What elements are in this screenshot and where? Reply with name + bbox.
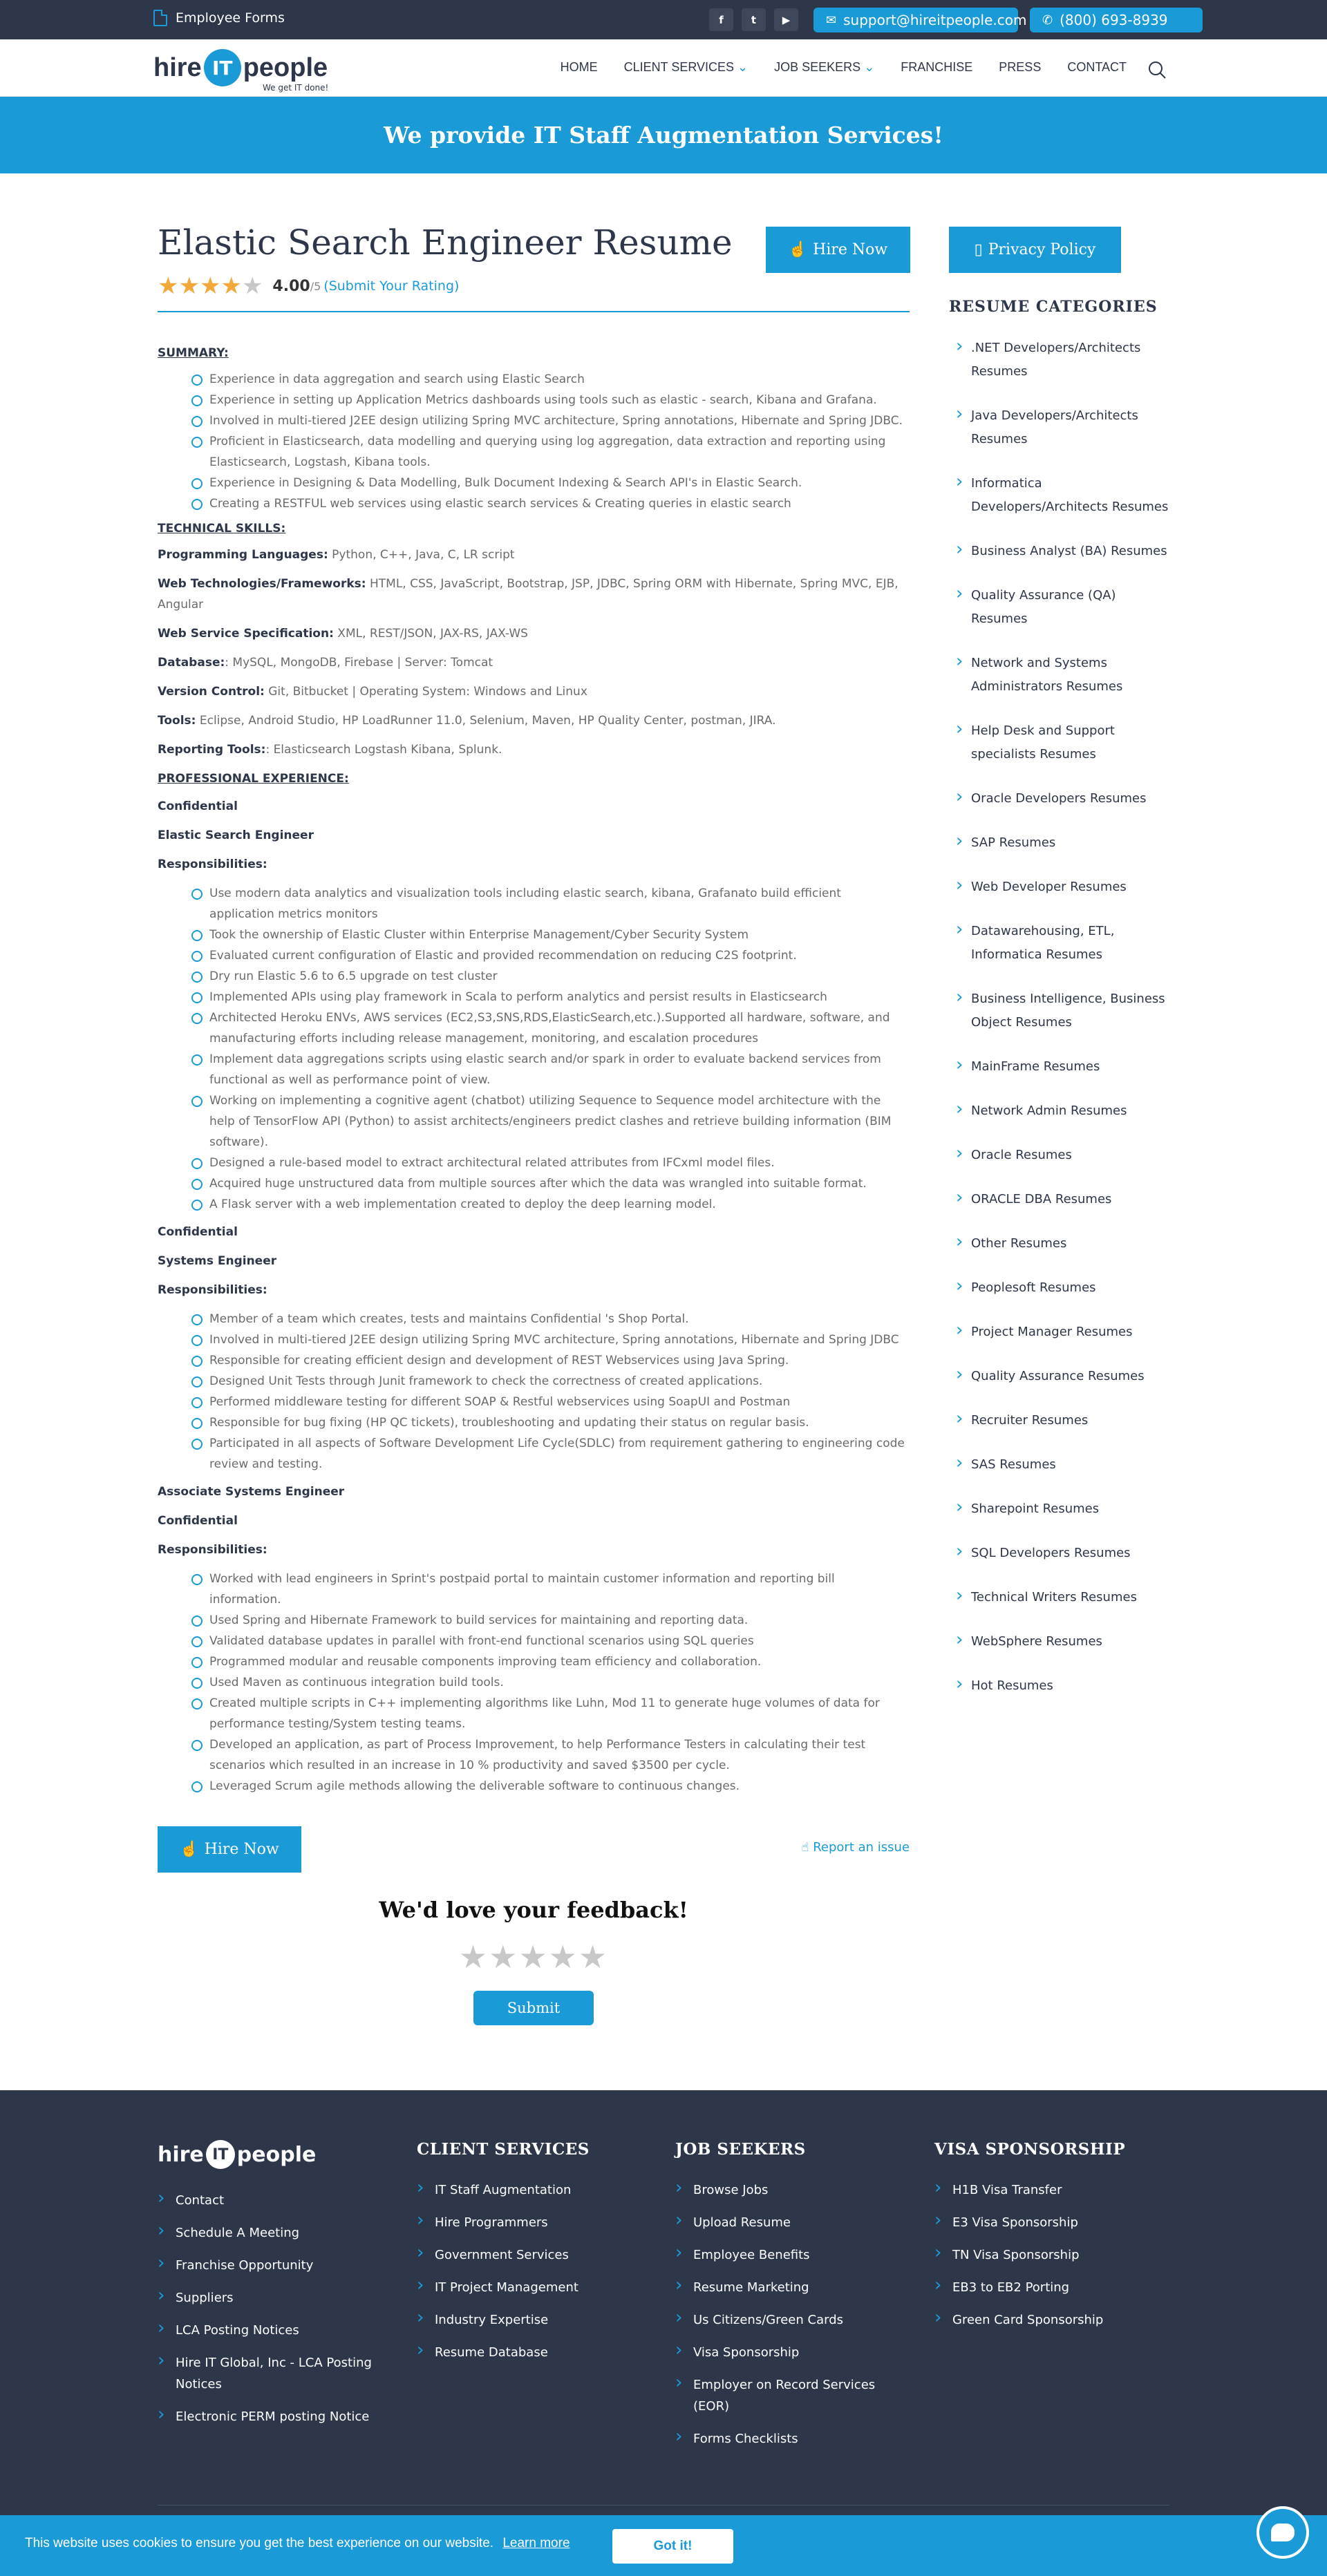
feedback-stars[interactable] xyxy=(158,1938,910,1976)
star-icon[interactable]: ★ xyxy=(578,1938,609,1976)
hire-now-label: Hire Now xyxy=(204,1841,279,1858)
footer-link[interactable]: › IT Staff Augmentation xyxy=(417,2179,652,2201)
resume-categories-heading: RESUME CATEGORIES xyxy=(949,298,1158,316)
employee-forms-link[interactable] xyxy=(153,10,285,26)
logo-badge: IT xyxy=(204,49,241,86)
footer-logo-right: people xyxy=(236,2142,317,2167)
footer-link[interactable]: › Resume Database xyxy=(417,2342,652,2363)
nav-menu xyxy=(561,60,1127,75)
category-link[interactable]: › Web Developer Resumes xyxy=(949,875,1174,899)
footer-logo-left: hire xyxy=(158,2142,204,2167)
feedback-title: We'd love your feedback! xyxy=(379,1897,688,1923)
category-link[interactable]: › Recruiter Resumes xyxy=(949,1409,1174,1432)
category-link[interactable]: › Project Manager Resumes xyxy=(949,1320,1174,1344)
rating-stars[interactable] xyxy=(158,272,263,300)
footer-link[interactable]: › Schedule A Meeting xyxy=(158,2222,393,2244)
category-link[interactable]: › Help Desk and Support specialists Resumes xyxy=(949,719,1174,766)
job3-responsibilities xyxy=(158,1569,910,1797)
facebook-icon[interactable]: f xyxy=(709,8,733,31)
list-item: Implemented APIs using play framework in Scala to perform analytics and persist results in Elasticsearch xyxy=(209,987,910,1007)
category-link[interactable]: › Datawarehousing, ETL, Informatica Resumes xyxy=(949,920,1174,967)
job1-responsibilities xyxy=(158,883,910,1215)
footer-col-company xyxy=(158,2140,393,2438)
logo-text-right: people xyxy=(243,53,328,82)
learn-more-link[interactable]: Learn more xyxy=(502,2536,570,2550)
footer-link[interactable]: › Electronic PERM posting Notice xyxy=(158,2406,393,2427)
job-role: Associate Systems Engineer xyxy=(158,1485,345,1499)
resume-categories-list xyxy=(949,337,1174,1698)
list-item: Proficient in Elasticsearch, data modelling and querying using log aggregation, data extraction and reporting using Elasticsearch, Logstash, Kibana tools. xyxy=(209,431,910,473)
nav-client-services[interactable]: CLIENT SERVICES ⌄ xyxy=(624,60,748,75)
star-icon: ★ xyxy=(158,272,179,300)
category-link[interactable]: › SQL Developers Resumes xyxy=(949,1542,1174,1565)
star-icon[interactable]: ★ xyxy=(458,1938,489,1976)
page-title: Elastic Search Engineer Resume xyxy=(158,222,733,263)
footer-link[interactable]: › Suppliers xyxy=(158,2287,393,2309)
responsibilities-label: Responsibilities: xyxy=(158,1543,267,1557)
list-item: Dry run Elastic 5.6 to 6.5 upgrade on test cluster xyxy=(209,966,910,987)
star-icon[interactable]: ★ xyxy=(489,1938,519,1976)
skill-row: Tools: Eclipse, Android Studio, HP LoadRunner 11.0, Selenium, Maven, HP Quality Center, postman, JIRA. xyxy=(158,714,776,728)
footer-link[interactable]: › Green Card Sponsorship xyxy=(934,2309,1169,2331)
footer-col-client-services xyxy=(417,2140,652,2374)
phone-button[interactable] xyxy=(1030,8,1203,32)
skill-row: Database:: MySQL, MongoDB, Firebase | Server: Tomcat xyxy=(158,656,493,670)
list-item: Creating a RESTFUL web services using elastic search services & Creating queries in elastic search xyxy=(209,493,910,514)
list-item: Architected Heroku ENVs, AWS services (EC2,S3,SNS,RDS,ElasticSearch,etc.).Supported all hardware, software, and manufacturing efforts including release management, monitoring, and escalation procedures xyxy=(209,1007,910,1049)
top-bar xyxy=(0,0,1327,39)
title-divider xyxy=(158,311,910,312)
category-link[interactable]: › Java Developers/Architects Resumes xyxy=(949,404,1174,451)
star-icon[interactable]: ★ xyxy=(548,1938,578,1976)
bottom-actions xyxy=(158,1826,910,1873)
star-icon[interactable]: ★ xyxy=(518,1938,549,1976)
list-item: Performed middleware testing for different SOAP & Restful webservices using SoapUI and Postman xyxy=(209,1392,910,1412)
list-item: Experience in setting up Application Metrics dashboards using tools such as elastic - search, Kibana and Grafana. xyxy=(209,390,910,410)
category-link[interactable]: › ORACLE DBA Resumes xyxy=(949,1188,1174,1211)
footer-link[interactable]: › LCA Posting Notices xyxy=(158,2320,393,2341)
list-item: Leveraged Scrum agile methods allowing the deliverable software to continuous changes. xyxy=(209,1776,910,1797)
footer-link[interactable]: › Browse Jobs xyxy=(675,2179,910,2201)
social-links xyxy=(709,8,798,31)
privacy-policy-button[interactable] xyxy=(949,227,1121,273)
cookie-accept-button[interactable]: Got it! xyxy=(612,2529,733,2564)
list-item: Use modern data analytics and visualization tools including elastic search, kibana, Grafanato build efficient application metrics monitors xyxy=(209,883,910,925)
footer-link[interactable]: › Hire Programmers xyxy=(417,2212,652,2233)
list-item: Responsible for creating efficient design and development of REST Webservices using Java Spring. xyxy=(209,1350,910,1371)
skill-row: Programming Languages: Python, C++, Java, C, LR script xyxy=(158,548,515,562)
document-icon: ▯ xyxy=(974,241,983,258)
cookie-banner xyxy=(0,2515,1327,2576)
phone-icon: ✆ xyxy=(1042,12,1053,28)
youtube-icon[interactable]: ▶ xyxy=(774,8,798,31)
footer-link[interactable]: › Contact xyxy=(158,2190,393,2211)
technical-skills-heading: TECHNICAL SKILLS: xyxy=(158,522,286,536)
nav-job-seekers[interactable]: JOB SEEKERS ⌄ xyxy=(774,60,874,75)
nav-press[interactable]: PRESS xyxy=(999,60,1042,74)
footer-link[interactable]: › Upload Resume xyxy=(675,2212,910,2233)
footer-link[interactable]: › Hire IT Global, Inc - LCA Posting Notices xyxy=(158,2352,393,2395)
list-item: A Flask server with a web implementation created to deploy the deep learning model. xyxy=(209,1194,910,1215)
nav-home[interactable]: HOME xyxy=(560,60,598,74)
document-icon xyxy=(153,10,167,26)
list-item: Used Spring and Hibernate Framework to build services for maintaining and reporting data. xyxy=(209,1610,910,1631)
main-nav xyxy=(0,39,1327,97)
thumbs-up-icon: ☝ xyxy=(180,1841,199,1858)
category-link[interactable]: › Network and Systems Administrators Resumes xyxy=(949,652,1174,699)
list-item: Designed Unit Tests through Junit framework to check the correctness of created applications. xyxy=(209,1371,910,1392)
list-item: Designed a rule-based model to extract architectural related attributes from IFCxml model files. xyxy=(209,1153,910,1173)
skill-row: Web Technologies/Frameworks: HTML, CSS, JavaScript, Bootstrap, JSP, JDBC, Spring ORM with Hibernate, Spring MVC, EJB, Angular xyxy=(158,577,898,612)
skill-row: Version Control: Git, Bitbucket | Operating System: Windows and Linux xyxy=(158,685,587,699)
job-company: Confidential xyxy=(158,1225,238,1239)
responsibilities-label: Responsibilities: xyxy=(158,858,267,871)
footer-col-visa xyxy=(934,2140,1169,2342)
submit-rating-link[interactable]: (Submit Your Rating) xyxy=(323,278,460,294)
hire-now-button-bottom[interactable] xyxy=(158,1826,301,1873)
cookie-text: This website uses cookies to ensure you get the best experience on our website. xyxy=(25,2536,494,2550)
footer-link[interactable]: › Employer on Record Services (EOR) xyxy=(675,2374,910,2417)
category-link[interactable]: › Hot Resumes xyxy=(949,1674,1174,1698)
skill-row: Web Service Specification: XML, REST/JSON, JAX-RS, JAX-WS xyxy=(158,627,528,641)
employee-forms-label: Employee Forms xyxy=(176,10,285,26)
list-item: Experience in data aggregation and search using Elastic Search xyxy=(209,369,910,390)
rating-row xyxy=(158,272,459,300)
feedback-section xyxy=(158,1897,910,2025)
rating-scale: /5 xyxy=(310,279,321,293)
footer-heading: CLIENT SERVICES xyxy=(417,2140,590,2159)
job-company: Confidential xyxy=(158,1514,238,1528)
category-link[interactable]: › Sharepoint Resumes xyxy=(949,1497,1174,1521)
list-item: Responsible for bug fixing (HP QC tickets), troubleshooting and updating their status on regular basis. xyxy=(209,1412,910,1433)
footer-link[interactable]: › Industry Expertise xyxy=(417,2309,652,2331)
hero-banner: We provide IT Staff Augmentation Services! xyxy=(0,97,1327,173)
title-row xyxy=(158,207,910,263)
report-issue-label: Report an issue xyxy=(813,1840,910,1855)
star-icon: ★ xyxy=(241,272,263,300)
footer-link[interactable]: › IT Project Management xyxy=(417,2277,652,2298)
report-issue-link[interactable] xyxy=(802,1840,910,1855)
list-item: Member of a team which creates, tests and maintains Confidential 's Shop Portal. xyxy=(209,1309,910,1329)
list-item: Evaluated current configuration of Elastic and provided recommendation on reducing C2S footprint. xyxy=(209,945,910,966)
job2-responsibilities xyxy=(158,1309,910,1475)
chat-widget-button[interactable] xyxy=(1257,2506,1309,2559)
resume-content xyxy=(158,340,910,1801)
list-item: Involved in multi-tiered J2EE design utilizing Spring MVC architecture, Spring annotations, Hibernate and Spring JDBC. xyxy=(209,410,910,431)
list-item: Implement data aggregations scripts using elastic search and/or spark in order to evaluate backend services from functional as well as performance point of view. xyxy=(209,1049,910,1090)
category-link[interactable]: › Oracle Developers Resumes xyxy=(949,787,1174,811)
twitter-icon[interactable]: t xyxy=(742,8,766,31)
resume-main xyxy=(158,207,910,1793)
list-item: Developed an application, as part of Process Improvement, to help Performance Testers in calculating their test scenarios which resulted in an increase in 10 % productivity and saved $3500 per cycle. xyxy=(209,1734,910,1776)
category-link[interactable]: › Business Intelligence, Business Object Resumes xyxy=(949,987,1174,1034)
star-icon: ★ xyxy=(199,272,221,300)
list-item: Took the ownership of Elastic Cluster within Enterprise Management/Cyber Security System xyxy=(209,925,910,945)
privacy-policy-label: Privacy Policy xyxy=(988,241,1096,258)
job-role: Systems Engineer xyxy=(158,1254,277,1268)
footer-link[interactable]: › Visa Sponsorship xyxy=(675,2342,910,2363)
star-icon: ★ xyxy=(178,272,200,300)
footer-link[interactable]: › TN Visa Sponsorship xyxy=(934,2244,1169,2266)
category-link[interactable]: › SAS Resumes xyxy=(949,1453,1174,1477)
list-item: Created multiple scripts in C++ implementing algorithms like Luhn, Mod 11 to generate huge volumes of data for performance testing/System testing teams. xyxy=(209,1693,910,1734)
footer-link[interactable]: › Employee Benefits xyxy=(675,2244,910,2266)
summary-heading: SUMMARY: xyxy=(158,346,229,360)
list-item: Worked with lead engineers in Sprint's postpaid portal to maintain customer information and reporting bill information. xyxy=(209,1569,910,1610)
star-icon: ★ xyxy=(220,272,242,300)
job-role: Elastic Search Engineer xyxy=(158,828,314,842)
category-link[interactable]: › Business Analyst (BA) Resumes xyxy=(949,540,1174,563)
feedback-submit-button[interactable]: Submit xyxy=(473,1991,594,2025)
footer-link[interactable]: › Franchise Opportunity xyxy=(158,2255,393,2276)
list-item: Experience in Designing & Data Modelling, Bulk Document Indexing & Search API's in Elastic Search. xyxy=(209,473,910,493)
footer-link[interactable]: › Resume Marketing xyxy=(675,2277,910,2298)
list-item: Working on implementing a cognitive agent (chatbot) utilizing Sequence to Sequence model architecture with the help of TensorFlow API (Python) to assist architects/engineers predict clashes and retrieve building information (BIM software). xyxy=(209,1090,910,1153)
category-link[interactable]: › .NET Developers/Architects Resumes xyxy=(949,337,1174,383)
category-link[interactable]: › SAP Resumes xyxy=(949,831,1174,855)
category-link[interactable]: › Other Resumes xyxy=(949,1232,1174,1256)
footer-col-job-seekers xyxy=(675,2140,910,2461)
footer-logo[interactable] xyxy=(158,2140,393,2169)
footer-link[interactable]: › EB3 to EB2 Porting xyxy=(934,2277,1169,2298)
category-link[interactable]: › Oracle Resumes xyxy=(949,1144,1174,1167)
rating-value: 4.00 xyxy=(272,277,310,295)
cookie-message xyxy=(25,2536,570,2551)
category-link[interactable]: › WebSphere Resumes xyxy=(949,1630,1174,1654)
category-link[interactable]: › Technical Writers Resumes xyxy=(949,1586,1174,1609)
footer-divider xyxy=(158,2505,1169,2506)
list-item: Acquired huge unstructured data from multiple sources after which the data was wrangled into suitable format. xyxy=(209,1173,910,1194)
phone-label: (800) 693-8939 xyxy=(1060,12,1168,28)
category-link[interactable]: › Quality Assurance Resumes xyxy=(949,1365,1174,1388)
thumbs-up-icon: ☝ xyxy=(788,241,808,258)
list-item: Involved in multi-tiered J2EE design utilizing Spring MVC architecture, Spring annotations, Hibernate and Spring JDBC xyxy=(209,1329,910,1350)
logo-text-left: hire xyxy=(153,53,202,82)
footer-link[interactable]: › E3 Visa Sponsorship xyxy=(934,2212,1169,2233)
list-item: Participated in all aspects of Software Development Life Cycle(SDLC) from requirement gathering to engineering code review and testing. xyxy=(209,1433,910,1475)
list-item: Validated database updates in parallel with front-end functional scenarios using SQL queries xyxy=(209,1631,910,1651)
footer-logo-badge: IT xyxy=(206,2140,235,2169)
thumbs-up-icon: ☝ xyxy=(801,1840,809,1855)
category-link[interactable]: › Informatica Developers/Architects Resumes xyxy=(949,472,1174,519)
footer-link[interactable]: › Forms Checklists xyxy=(675,2428,910,2450)
hire-now-button[interactable] xyxy=(766,227,910,273)
footer-link[interactable]: › Government Services xyxy=(417,2244,652,2266)
category-link[interactable]: › Peoplesoft Resumes xyxy=(949,1276,1174,1300)
summary-list xyxy=(158,369,910,514)
footer-link[interactable]: › Us Citizens/Green Cards xyxy=(675,2309,910,2331)
envelope-icon: ✉ xyxy=(826,12,837,28)
search-icon[interactable] xyxy=(1147,60,1167,79)
job-company: Confidential xyxy=(158,799,238,813)
logo-tagline: We get IT done! xyxy=(263,83,329,93)
responsibilities-label: Responsibilities: xyxy=(158,1283,267,1297)
skill-row: Reporting Tools:: Elasticsearch Logstash Kibana, Splunk. xyxy=(158,743,502,757)
category-link[interactable]: › MainFrame Resumes xyxy=(949,1055,1174,1079)
sidebar xyxy=(949,227,1174,1718)
email-label: support@hireitpeople.com xyxy=(843,12,1027,28)
footer-heading: JOB SEEKERS xyxy=(675,2140,806,2159)
chat-bubble-icon xyxy=(1271,2523,1295,2541)
category-link[interactable]: › Network Admin Resumes xyxy=(949,1099,1174,1123)
nav-contact[interactable]: CONTACT xyxy=(1067,60,1127,74)
list-item: Programmed modular and reusable components improving team efficiency and collaboration. xyxy=(209,1651,910,1672)
nav-franchise[interactable]: FRANCHISE xyxy=(901,60,973,74)
footer-heading: VISA SPONSORSHIP xyxy=(934,2140,1126,2159)
site-logo[interactable] xyxy=(153,49,329,93)
footer-link[interactable]: › H1B Visa Transfer xyxy=(934,2179,1169,2201)
list-item: Used Maven as continuous integration build tools. xyxy=(209,1672,910,1693)
site-footer xyxy=(0,2090,1327,2576)
email-button[interactable] xyxy=(813,8,1027,32)
category-link[interactable]: › Quality Assurance (QA) Resumes xyxy=(949,584,1174,631)
experience-heading: PROFESSIONAL EXPERIENCE: xyxy=(158,772,349,786)
hire-now-label: Hire Now xyxy=(813,241,888,258)
